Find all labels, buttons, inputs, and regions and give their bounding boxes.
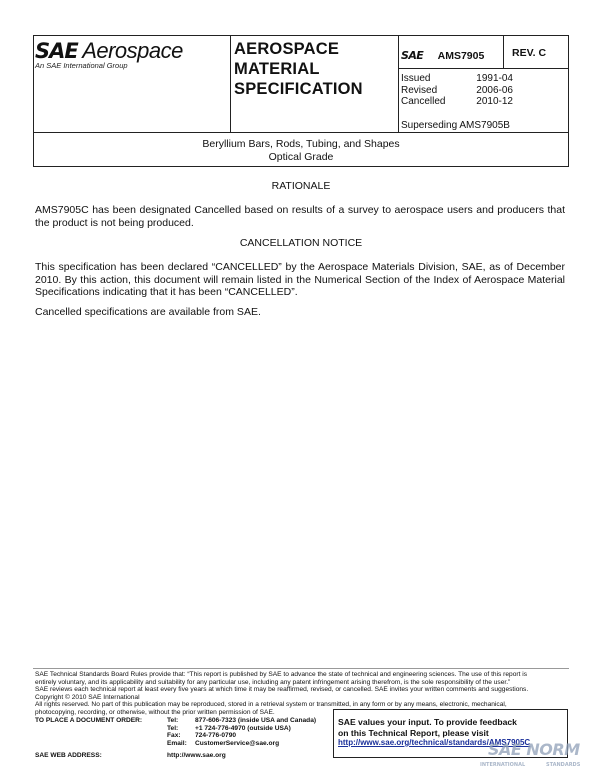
contact-label: Fax: xyxy=(167,732,181,740)
rights-line: photocopying, recording, or otherwise, without the prior written permission of SAE. xyxy=(35,708,275,716)
date-row xyxy=(401,85,513,97)
date-row xyxy=(401,96,513,108)
superseding-note: Superseding AMS7905B xyxy=(401,120,510,131)
date-label: Cancelled xyxy=(401,96,446,107)
copyright: Copyright © 2010 SAE International xyxy=(35,693,140,701)
title-line: AEROSPACE xyxy=(234,40,340,58)
footer-rule xyxy=(33,668,569,669)
feedback-line: SAE values your input. To provide feedback xyxy=(338,717,517,727)
contact-label: Tel: xyxy=(167,717,179,724)
feedback-line: on this Technical Report, please visit xyxy=(338,727,489,738)
watermark-main: SAE NORM xyxy=(488,740,580,759)
contact-value: 724-776-0790 xyxy=(195,732,237,740)
contact-label: Tel: xyxy=(167,724,179,732)
cancellation-notice-text: This specification has been declared “CANCELLED” by the Aerospace Materials Division, SAE, as of December 2010. By this action, this document will remain listed in the Numerical Section of the Index of Aerospace Material Specifications indicating that it has been “CANCELLED”. xyxy=(35,261,565,298)
date-label: Issued xyxy=(401,73,431,84)
watermark-sub-left: INTERNATIONAL xyxy=(480,762,526,768)
legal-line: SAE Technical Standards Board Rules provide that: “This report is published by SAE to advance the state of technical and engineering sciences. The use of this report is xyxy=(35,671,528,678)
watermark-sub-right: STANDARDS xyxy=(546,762,581,768)
availability-text: Cancelled specifications are available from SAE. xyxy=(35,306,261,318)
contact-row xyxy=(167,717,332,725)
document-subject xyxy=(33,138,569,163)
date-value: 2006-06 xyxy=(476,84,513,96)
legal-line: entirely voluntary, and its applicability and suitability for any particular use, including any patent infringement arising therefrom, is the sole responsibility of the user.” xyxy=(35,678,511,686)
date-value: 2010-12 xyxy=(476,96,513,107)
date-label: Revised xyxy=(401,84,438,96)
title-line: MATERIAL xyxy=(234,60,320,78)
rationale-text: AMS7905C has been designated Cancelled based on results of a survey to aerospace users and producers that the product is not being produced. xyxy=(35,204,565,229)
legal-line: SAE reviews each technical report at least every five years at which time it may be reaffirmed, revised, or cancelled. SAE invites your written comments and suggestions. xyxy=(35,686,529,694)
contact-row xyxy=(167,725,332,733)
web-address-link[interactable]: http://www.sae.org xyxy=(167,752,226,759)
document-number: AMS7905 xyxy=(437,50,485,62)
contact-row xyxy=(167,732,332,740)
feedback-link[interactable]: http://www.sae.org/technical/standards/AMS7905C xyxy=(338,738,531,747)
contact-row xyxy=(167,740,332,748)
rationale-heading: RATIONALE xyxy=(271,180,331,192)
logo-sae: SAE xyxy=(35,39,78,63)
sae-aerospace-logo xyxy=(35,38,195,78)
date-value: 1991-04 xyxy=(476,73,513,84)
rights-line: All rights reserved. No part of this publication may be reproduced, stored in a retrieval system or transmitted, in any form or by any means, electronic, mechanical, xyxy=(35,701,507,709)
subject-line: Beryllium Bars, Rods, Tubing, and Shapes xyxy=(202,138,400,150)
document-number-cell xyxy=(401,46,484,64)
document-type-title xyxy=(234,39,394,99)
subject-line: Optical Grade xyxy=(268,150,334,163)
contact-value: 877-606-7323 (inside USA and Canada) xyxy=(195,717,317,724)
logo-aerospace: Aerospace xyxy=(82,38,183,63)
date-row xyxy=(401,73,513,85)
title-line: SPECIFICATION xyxy=(234,80,363,98)
contact-value: +1 724-776-4970 (outside USA) xyxy=(195,724,291,732)
sae-norm-watermark xyxy=(480,740,600,776)
logo-tagline: An SAE International Group xyxy=(35,61,128,70)
web-address-label: SAE WEB ADDRESS: xyxy=(35,752,102,759)
contact-value[interactable]: CustomerService@sae.org xyxy=(195,739,280,747)
cancellation-notice-heading: CANCELLATION NOTICE xyxy=(239,237,363,249)
sae-small-logo: SAE xyxy=(401,49,424,62)
order-contacts xyxy=(167,717,332,747)
order-label: TO PLACE A DOCUMENT ORDER: xyxy=(35,717,143,724)
date-list xyxy=(401,73,513,108)
contact-label: Email: xyxy=(167,739,187,747)
revision-label: REV. C xyxy=(512,47,547,59)
